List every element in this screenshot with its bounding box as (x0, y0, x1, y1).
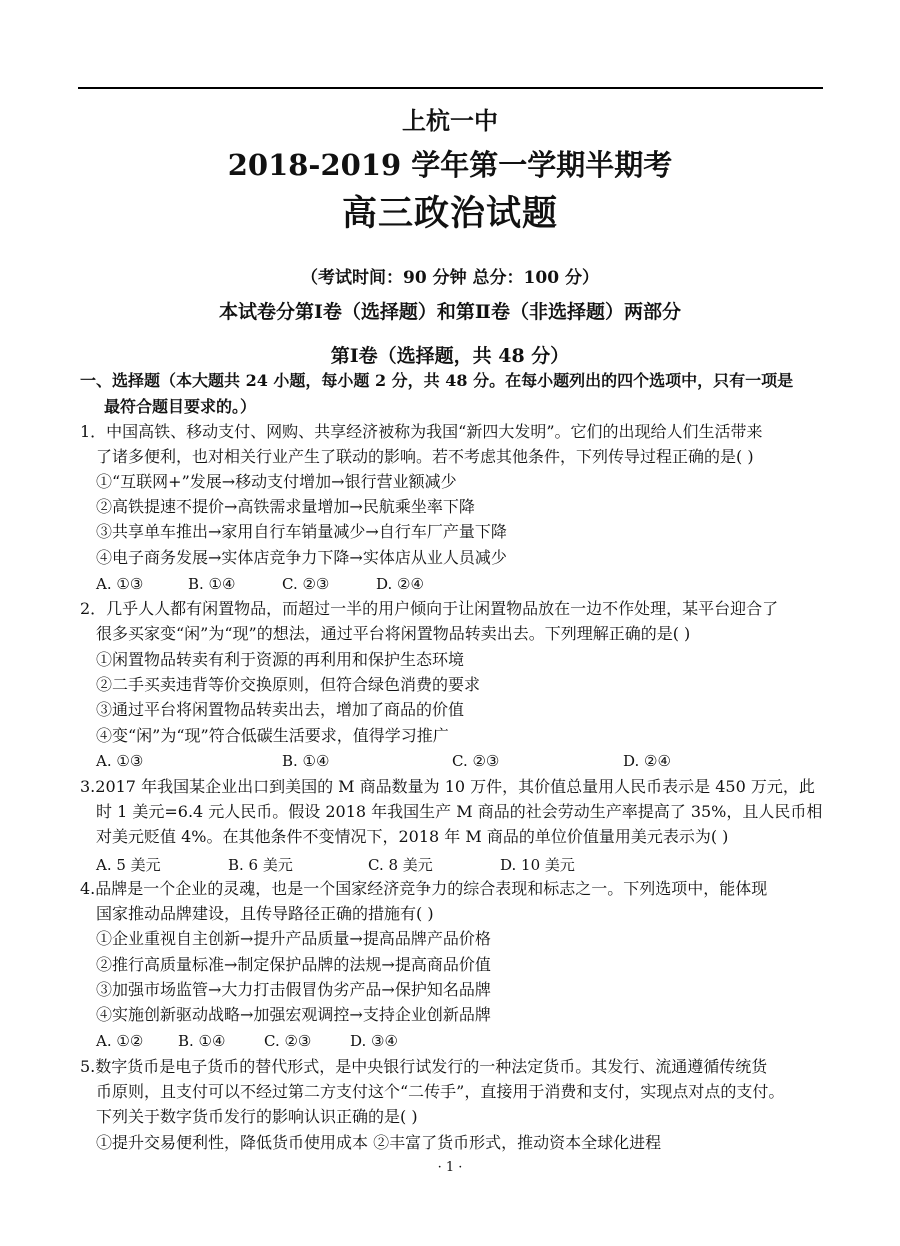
q5-stem: 5.数字货币是电子货币的替代形式，是中央银行试发行的一种法定货币。其发行、流通遵循传统货 (80, 1057, 768, 1076)
q4-stem: 4.品牌是一个企业的灵魂，也是一个国家经济竞争力的综合表现和标志之一。下列选项中，能体现 (80, 879, 768, 898)
q2-stem-cont: 很多买家变“闲”为“现”的想法，通过平台将闲置物品转卖出去。下列理解正确的是( ) (96, 624, 691, 643)
volume-title: 第Ⅰ卷（选择题，共 48 分） (330, 345, 570, 367)
q3-stem: 3.2017 年我国某企业出口到美国的 M 商品数量为 10 万件，其价值总量用人民币表示是 450 万元，此 (80, 777, 815, 796)
q2-item-1: ①闲置物品转卖有利于资源的再利用和保护生态环境 (96, 650, 465, 669)
q2-item-3: ③通过平台将闲置物品转卖出去，增加了商品的价值 (96, 700, 465, 719)
section-instructions: 一、选择题（本大题共 24 小题，每小题 2 分，共 48 分。在每小题列出的四个选项中，只有一项是 (80, 371, 794, 390)
q1-item-1: ①“互联网+”发展→移动支付增加→银行营业额减少 (96, 472, 457, 491)
q4-option-c: C. ②③ (264, 1032, 312, 1050)
top-rule (78, 87, 823, 89)
q3-stem-cont-2: 对美元贬值 4%。在其他条件不变情况下，2018 年 M 商品的单位价值量用美元表示为( ) (96, 827, 729, 846)
q1-option-b: B. ①④ (188, 575, 236, 593)
q1-item-3: ③共享单车推出→家用自行车销量减少→自行车厂产量下降 (96, 522, 507, 541)
q2-option-b: B. ①④ (282, 752, 330, 770)
q3-option-d: D. 10 美元 (500, 856, 575, 874)
q2-item-2: ②二手买卖违背等价交换原则，但符合绿色消费的要求 (96, 675, 481, 694)
exam-info: （考试时间：90 分钟 总分：100 分） (301, 268, 599, 288)
q1-item-2: ②高铁提速不提价→高铁需求量增加→民航乘坐率下降 (96, 497, 475, 516)
q1-option-c: C. ②③ (282, 575, 330, 593)
q1-item-4: ④电子商务发展→实体店竞争力下降→实体店从业人员减少 (96, 548, 507, 567)
q4-option-a: A. ①② (96, 1032, 144, 1050)
q4-option-b: B. ①④ (178, 1032, 226, 1050)
section-instructions-cont: 最符合题目要求的。） (104, 397, 257, 416)
q3-option-a: A. 5 美元 (96, 856, 161, 874)
q5-items-1-2: ①提升交易便利性，降低货币使用成本 ②丰富了货币形式，推动资本全球化进程 (96, 1133, 662, 1152)
q1-option-d: D. ②④ (376, 575, 424, 593)
q4-item-1: ①企业重视自主创新→提升产品质量→提高品牌产品价格 (96, 929, 491, 948)
q1-stem-cont: 了诸多便利，也对相关行业产生了联动的影响。若不考虑其他条件，下列传导过程正确的是( ) (96, 447, 754, 466)
q2-option-d: D. ②④ (623, 752, 671, 770)
q2-option-a: A. ①③ (96, 752, 144, 770)
school-name: 上杭一中 (402, 106, 498, 135)
exam-parts: 本试卷分第Ⅰ卷（选择题）和第Ⅱ卷（非选择题）两部分 (219, 301, 681, 323)
q4-option-d: D. ③④ (350, 1032, 398, 1050)
q4-stem-cont: 国家推动品牌建设，且传导路径正确的措施有( ) (96, 904, 434, 923)
q1-option-a: A. ①③ (96, 575, 144, 593)
q4-item-2: ②推行高质量标准→制定保护品牌的法规→提高商品价值 (96, 955, 491, 974)
q3-option-c: C. 8 美元 (368, 856, 433, 874)
q4-item-3: ③加强市场监管→大力打击假冒伪劣产品→保护知名品牌 (96, 980, 491, 999)
q2-stem: 2．几乎人人都有闲置物品，而超过一半的用户倾向于让闲置物品放在一边不作处理，某平台迎合了 (80, 599, 779, 618)
q5-stem-cont-2: 下列关于数字货币发行的影响认识正确的是( ) (96, 1107, 418, 1126)
q5-stem-cont-1: 币原则，且支付可以不经过第二方支付这个“二传手”，直接用于消费和支付，实现点对点的支付。 (96, 1082, 785, 1101)
q4-item-4: ④实施创新驱动战略→加强宏观调控→支持企业创新品牌 (96, 1005, 491, 1024)
q2-item-4: ④变“闲”为“现”符合低碳生活要求，值得学习推广 (96, 726, 449, 745)
exam-term: 2018-2019 学年第一学期半期考 (227, 148, 673, 182)
page-number: · 1 · (437, 1160, 463, 1175)
q2-option-c: C. ②③ (452, 752, 500, 770)
exam-title: 高三政治试题 (341, 193, 558, 234)
q3-stem-cont-1: 时 1 美元=6.4 元人民币。假设 2018 年我国生产 M 商品的社会劳动生产率提高了 35%，且人民币相 (96, 802, 823, 821)
q3-option-b: B. 6 美元 (228, 856, 293, 874)
q1-stem: 1．中国高铁、移动支付、网购、共享经济被称为我国“新四大发明”。它们的出现给人们生活带来 (80, 422, 763, 441)
